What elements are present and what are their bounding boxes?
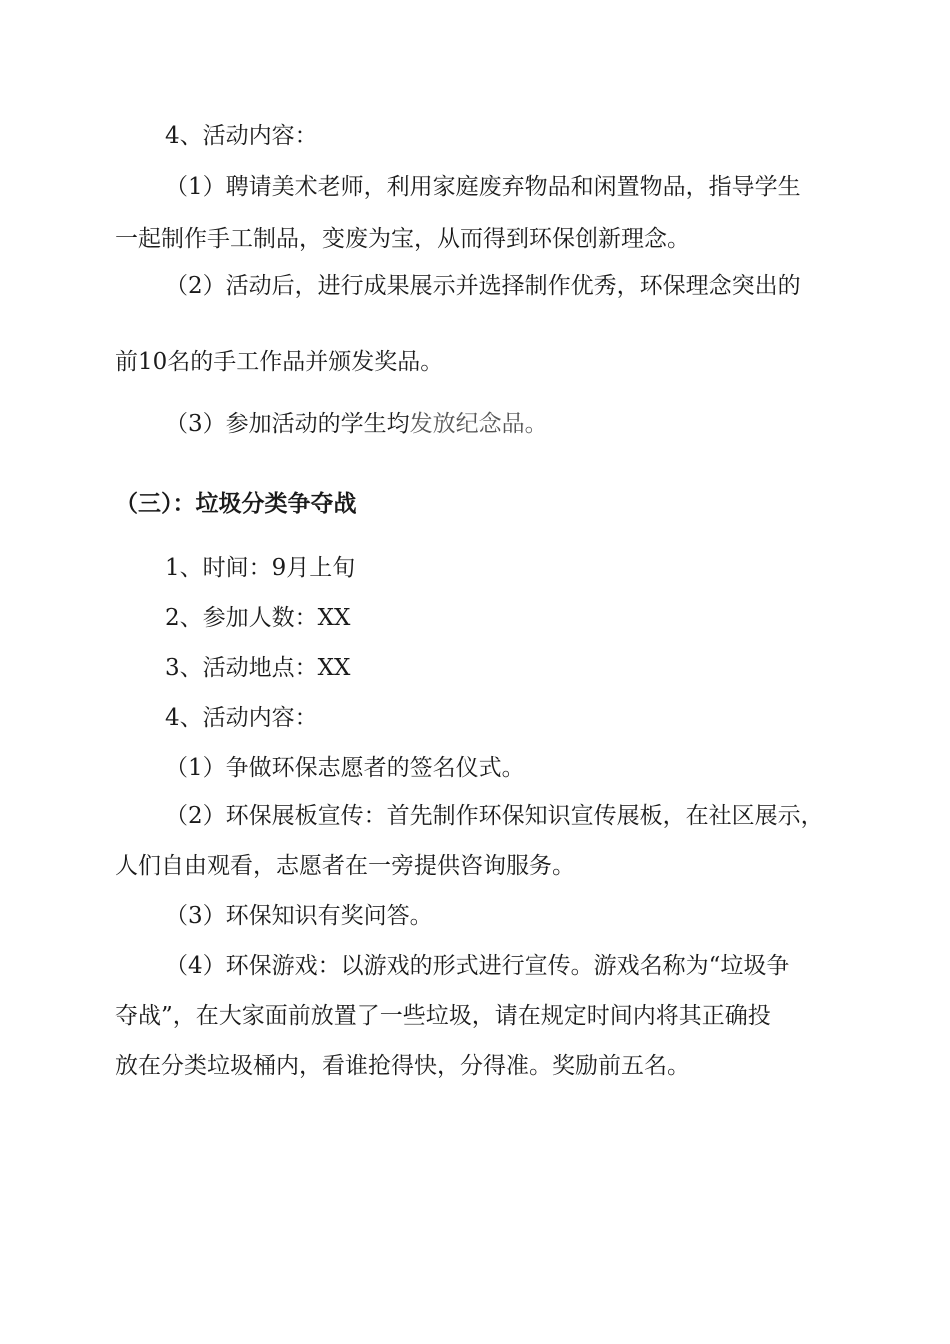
section-heading: （三）：垃圾分类争夺战 [115,491,357,517]
content-item-1-line-1: （1）聘请美术老师，利用家庭废弃物品和闲置物品，指导学生 [165,174,801,200]
content-item-3-suffix: 发放纪念品。 [409,411,548,437]
event-item-3: （3）环保知识有奖问答。 [165,903,433,929]
event-item-4-line-3: 放在分类垃圾桶内，看谁抢得快，分得准。奖励前五名。 [115,1053,690,1079]
content-item-2-line-2: 前10名的手工作品并颁发奖品。 [115,349,444,375]
content-item-3 [165,409,548,439]
event-item-4-line-2: 夺战”，在大家面前放置了一些垃圾，请在规定时间内将其正确投 [115,1003,771,1029]
event-time: 1、时间：9月上旬 [165,555,356,581]
event-participants: 2、参加人数：XX [165,605,351,631]
event-item-2-line-1: （2）环保展板宣传：首先制作环保知识宣传展板，在社区展示， [165,803,824,829]
content-title: 4、活动内容： [165,123,318,149]
content-item-3-prefix: （3）参加活动的学生均 [165,411,410,437]
event-item-2-line-2: 人们自由观看，志愿者在一旁提供咨询服务。 [115,853,575,879]
content-item-1-line-2: 一起制作手工制品，变废为宝，从而得到环保创新理念。 [115,226,690,252]
event-content-title: 4、活动内容： [165,705,318,731]
event-item-4-line-1: （4）环保游戏：以游戏的形式进行宣传。游戏名称为“垃圾争 [165,953,790,979]
event-location: 3、活动地点：XX [165,655,351,681]
event-item-1: （1）争做环保志愿者的签名仪式。 [165,755,525,781]
content-item-2-line-1: （2）活动后，进行成果展示并选择制作优秀，环保理念突出的 [165,273,801,299]
